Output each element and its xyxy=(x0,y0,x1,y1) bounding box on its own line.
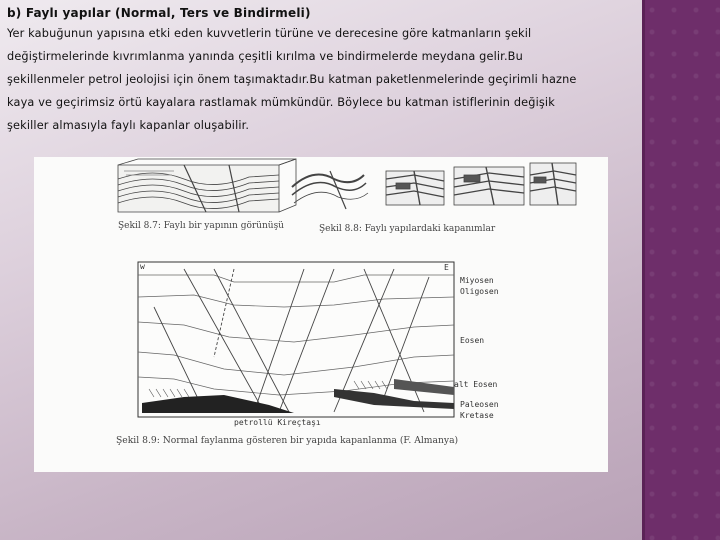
decorative-side-panel xyxy=(642,0,720,540)
layer-label: Oligosen xyxy=(460,287,499,296)
direction-west: w xyxy=(140,262,145,271)
paragraph-line: kaya ve geçirimsiz örtü kayalara rastlamak mümkündür. Böylece bu katman istiflerinin değişik xyxy=(7,96,555,109)
layer-label: Eosen xyxy=(460,336,485,345)
normal-fault-cross-section xyxy=(138,262,454,417)
direction-east: E xyxy=(444,263,449,272)
bottom-layer-label: petrollü Kireçtaşı xyxy=(234,418,321,427)
layer-label: Kretase xyxy=(460,411,494,420)
geology-figure xyxy=(34,157,608,472)
paragraph-line: şekillenmeler petrol jeolojisi için önem taşımaktadır.Bu katman paketlenmelerinde geçirimli hazne xyxy=(7,73,577,86)
paragraph-line: Yer kabuğunun yapısına etki eden kuvvetlerin türüne ve derecesine göre katmanların şekil xyxy=(7,27,532,40)
slide-title: b) Faylı yapılar (Normal, Ters ve Bindirmeli) xyxy=(7,6,311,20)
caption-figure-8-8: Şekil 8.8: Faylı yapılardaki kapanımlar xyxy=(319,224,496,234)
layer-label: Miyosen xyxy=(460,276,494,285)
layer-label: alt Eosen xyxy=(454,380,498,389)
paragraph-line: değiştirmelerinde kıvrımlanma yanında çeşitli kırılma ve bindirmelerde meydana gelir.Bu xyxy=(7,50,523,63)
fault-block-diagram xyxy=(118,159,296,212)
caption-figure-8-7: Şekil 8.7: Faylı bir yapının görünüşü xyxy=(118,221,284,231)
paragraph-line: şekiller almasıyla faylı kapanlar oluşabilir. xyxy=(7,119,250,132)
caption-figure-8-9: Şekil 8.9: Normal faylanma gösteren bir yapıda kapanlanma (F. Almanya) xyxy=(116,435,459,446)
body-paragraph xyxy=(7,26,639,141)
layer-label: Paleosen xyxy=(460,400,499,409)
fault-trap-sketches xyxy=(292,163,576,209)
